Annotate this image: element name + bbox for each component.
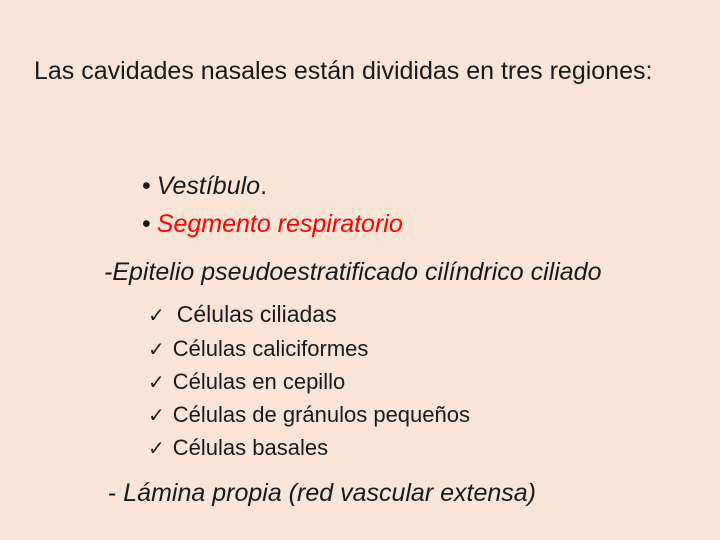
checkmark-icon: ✓ (148, 372, 165, 394)
list-item (148, 398, 470, 431)
region-label: Segmento respiratorio (156, 210, 403, 238)
list-item (148, 431, 470, 464)
cell-label: Células caliciformes (172, 336, 369, 361)
checkmark-icon: ✓ (148, 438, 165, 460)
cell-label: Células en cepillo (172, 369, 346, 394)
list-item (148, 296, 470, 332)
region-segmento-respiratorio (142, 208, 403, 240)
checkmark-icon: ✓ (148, 305, 165, 327)
lamina-propia-line (108, 476, 536, 510)
cell-list (148, 296, 470, 464)
list-item (148, 332, 470, 365)
bullet-icon: • (142, 210, 151, 238)
epithelium-heading: -Epitelio pseudoestratificado cilíndrico ciliado (104, 258, 602, 286)
intro-text: Las cavidades nasales están divididas en tres regiones: (34, 57, 653, 85)
region-vestibulo (142, 170, 267, 202)
cell-label: Células basales (172, 435, 329, 460)
bullet-icon: • (142, 172, 151, 200)
checkmark-icon: ✓ (148, 339, 165, 361)
cell-label: Células de gránulos pequeños (172, 402, 470, 427)
region-suffix: . (260, 172, 268, 200)
region-label: Vestíbulo (156, 172, 261, 200)
cell-label: Células ciliadas (176, 301, 337, 327)
checkmark-icon: ✓ (148, 405, 165, 427)
dash-marker: - (108, 479, 124, 507)
lamina-propia-text: Lámina propia (red vascular extensa) (123, 479, 536, 507)
list-item (148, 365, 470, 398)
